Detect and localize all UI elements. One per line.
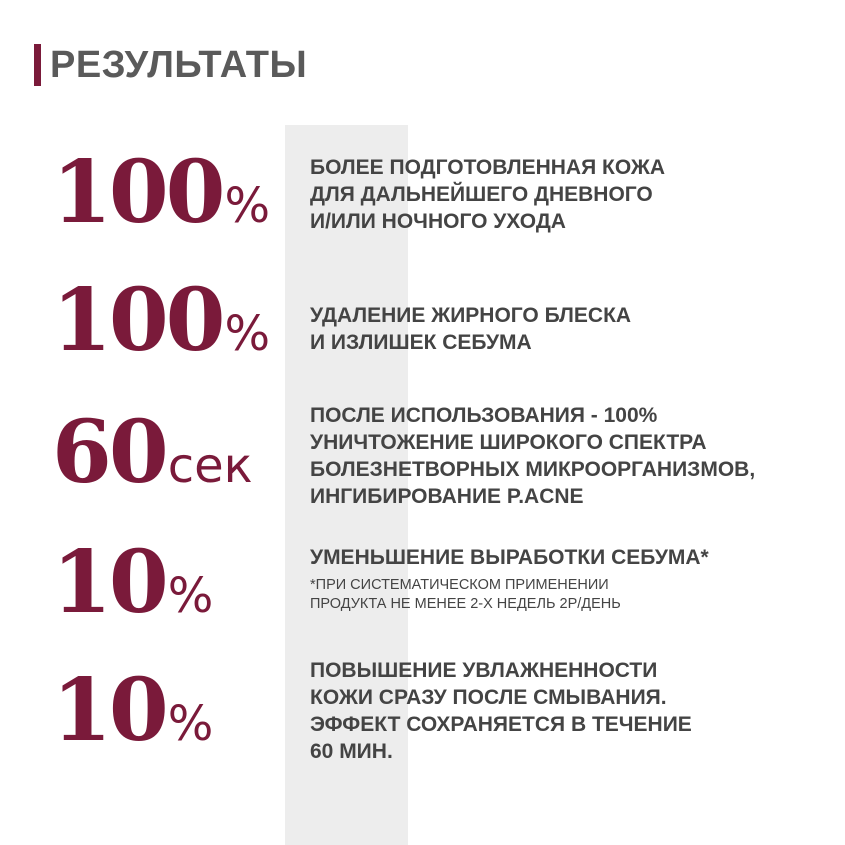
result-stat [52,270,271,371]
footnote-line: ПРОДУКТА НЕ МЕНЕЕ 2-Х НЕДЕЛЬ 2Р/ДЕНЬ [310,596,621,612]
result-description [310,402,755,510]
stat-value: 10 [52,660,166,761]
stat-unit: % [167,696,214,752]
result-description [310,544,709,614]
footnote-line: *ПРИ СИСТЕМАТИЧЕСКОМ ПРИМЕНЕНИИ [310,577,609,593]
title-accent-bar [34,44,41,86]
stat-value: 10 [52,532,166,633]
stat-unit: % [224,178,271,234]
description-line: ДЛЯ ДАЛЬНЕЙШЕГО ДНЕВНОГО [310,183,653,206]
stat-unit: % [167,568,214,624]
result-stat [52,142,271,243]
description-line: ЭФФЕКТ СОХРАНЯЕТСЯ В ТЕЧЕНИЕ [310,713,692,736]
result-stat [52,660,214,761]
page-title: РЕЗУЛЬТАТЫ [50,44,308,86]
description-line: УМЕНЬШЕНИЕ ВЫРАБОТКИ СЕБУМА* [310,546,709,569]
description-line: ПОСЛЕ ИСПОЛЬЗОВАНИЯ - 100% [310,404,658,427]
description-line: И/ИЛИ НОЧНОГО УХОДА [310,210,566,233]
result-description [310,302,631,356]
result-description [310,154,665,235]
description-line: УНИЧТОЖЕНИЕ ШИРОКОГО СПЕКТРА [310,431,707,454]
result-stat [52,402,253,503]
stat-value: 60 [52,402,166,503]
stat-value: 100 [52,142,223,243]
description-line: ИНГИБИРОВАНИЕ P.ACNE [310,485,584,508]
result-description [310,657,692,765]
description-line: УДАЛЕНИЕ ЖИРНОГО БЛЕСКА [310,304,632,327]
footnote [310,576,709,614]
description-line: БОЛЕЗНЕТВОРНЫХ МИКРООРГАНИЗМОВ, [310,458,756,481]
stat-unit: сек [167,438,253,494]
description-line: БОЛЕЕ ПОДГОТОВЛЕННАЯ КОЖА [310,156,666,179]
description-line: 60 МИН. [310,740,393,763]
description-line: ПОВЫШЕНИЕ УВЛАЖНЕННОСТИ [310,659,658,682]
stat-value: 100 [52,270,223,371]
description-line: КОЖИ СРАЗУ ПОСЛЕ СМЫВАНИЯ. [310,686,667,709]
description-line: И ИЗЛИШЕК СЕБУМА [310,331,532,354]
result-stat [52,532,214,633]
stat-unit: % [224,306,271,362]
